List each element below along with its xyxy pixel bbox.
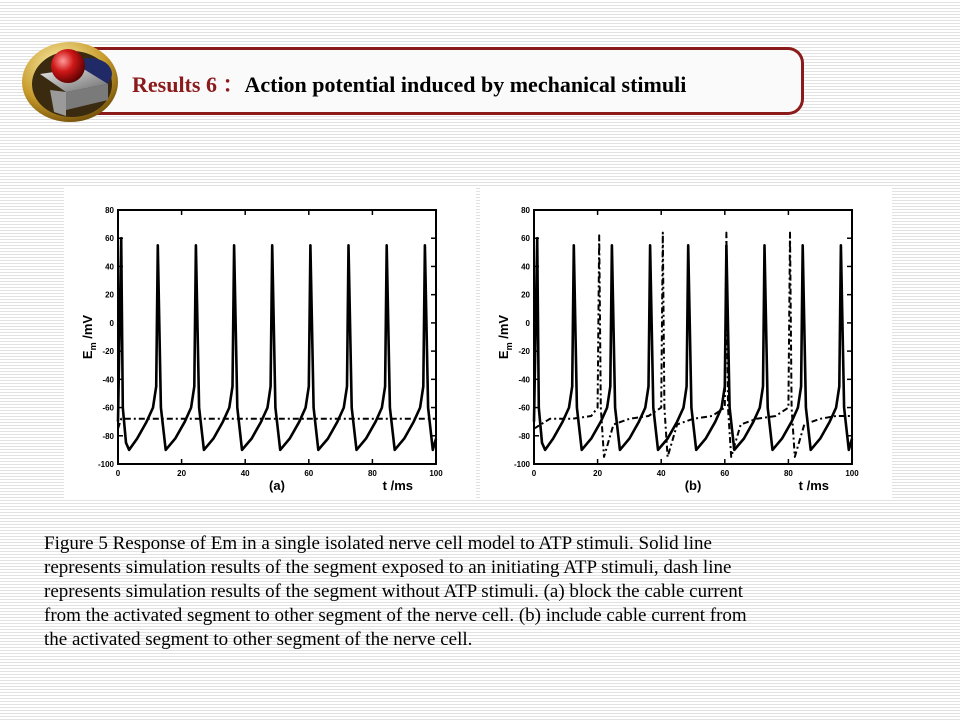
y-tick-label: -20 <box>518 347 530 357</box>
x-tick-label: 100 <box>845 469 859 478</box>
x-tick-label: 80 <box>367 469 377 478</box>
panel-label: (b) <box>684 478 702 493</box>
chart-panel-a <box>64 186 476 498</box>
y-tick-label: -40 <box>518 375 530 385</box>
y-axis-label-unit: /mV <box>496 314 511 343</box>
y-axis-label <box>80 315 98 359</box>
x-tick-label: 20 <box>177 469 187 478</box>
caption-line: represents simulation results of the segment without ATP stimuli. (a) block the cable current <box>44 581 743 602</box>
caption-line: from the activated segment to other segment of the nerve cell. (b) include cable current from <box>44 605 747 626</box>
y-tick-label: -80 <box>102 431 114 441</box>
y-axis-label-main: E <box>80 350 95 360</box>
y-tick-label: -60 <box>102 403 114 413</box>
title-main: Action potential induced by mechanical stimuli <box>244 72 687 97</box>
title-colon: ： <box>222 72 245 97</box>
x-tick-label: 20 <box>593 469 603 478</box>
x-tick-label: 80 <box>783 469 793 478</box>
y-tick-label: 40 <box>105 262 114 272</box>
caption-line: represents simulation results of the segment exposed to an initiating ATP stimuli, dash line <box>44 557 732 578</box>
y-tick-label: -100 <box>513 460 530 469</box>
x-tick-label: 40 <box>240 469 250 478</box>
y-tick-label: 80 <box>105 206 114 215</box>
y-axis-label-unit: /mV <box>80 314 95 343</box>
x-tick-label: 100 <box>429 469 443 478</box>
y-tick-label: -100 <box>97 460 114 469</box>
caption-line: Figure 5 Response of Em in a single isolated nerve cell model to ATP stimuli. Solid line <box>44 533 712 554</box>
y-tick-label: 80 <box>521 206 530 215</box>
x-tick-label: 60 <box>304 469 314 478</box>
y-axis-label-main: E <box>496 350 511 360</box>
chart-b <box>480 186 892 498</box>
figure-caption <box>44 532 944 652</box>
x-tick-label: 0 <box>115 469 121 478</box>
y-tick-label: -60 <box>518 403 530 413</box>
y-tick-label: 0 <box>109 318 114 328</box>
y-tick-label: 20 <box>105 290 114 300</box>
logo-icon <box>18 38 128 128</box>
chart-a <box>64 186 476 498</box>
y-tick-label: 20 <box>521 290 530 300</box>
y-tick-label: -80 <box>518 431 530 441</box>
title-prefix: Results 6 <box>132 72 217 97</box>
y-tick-label: 40 <box>521 262 530 272</box>
y-tick-label: -20 <box>102 347 114 357</box>
series-solid-line <box>118 238 436 450</box>
y-axis-label <box>496 315 514 359</box>
x-tick-label: 40 <box>656 469 666 478</box>
y-axis-label-subscript: m <box>88 342 98 351</box>
y-tick-label: 60 <box>521 234 530 244</box>
y-tick-label: 60 <box>105 234 114 244</box>
x-tick-label: 60 <box>720 469 730 478</box>
y-tick-label: -40 <box>102 375 114 385</box>
x-axis-label: t /ms <box>382 478 414 493</box>
caption-line: the activated segment to other segment of the nerve cell. <box>44 629 473 650</box>
y-tick-label: 0 <box>525 318 530 328</box>
page-title <box>132 68 686 99</box>
chart-panel-b <box>480 186 892 498</box>
x-tick-label: 0 <box>531 469 537 478</box>
x-axis-label: t /ms <box>798 478 830 493</box>
panel-label: (a) <box>269 478 285 493</box>
y-axis-label-subscript: m <box>504 342 514 351</box>
